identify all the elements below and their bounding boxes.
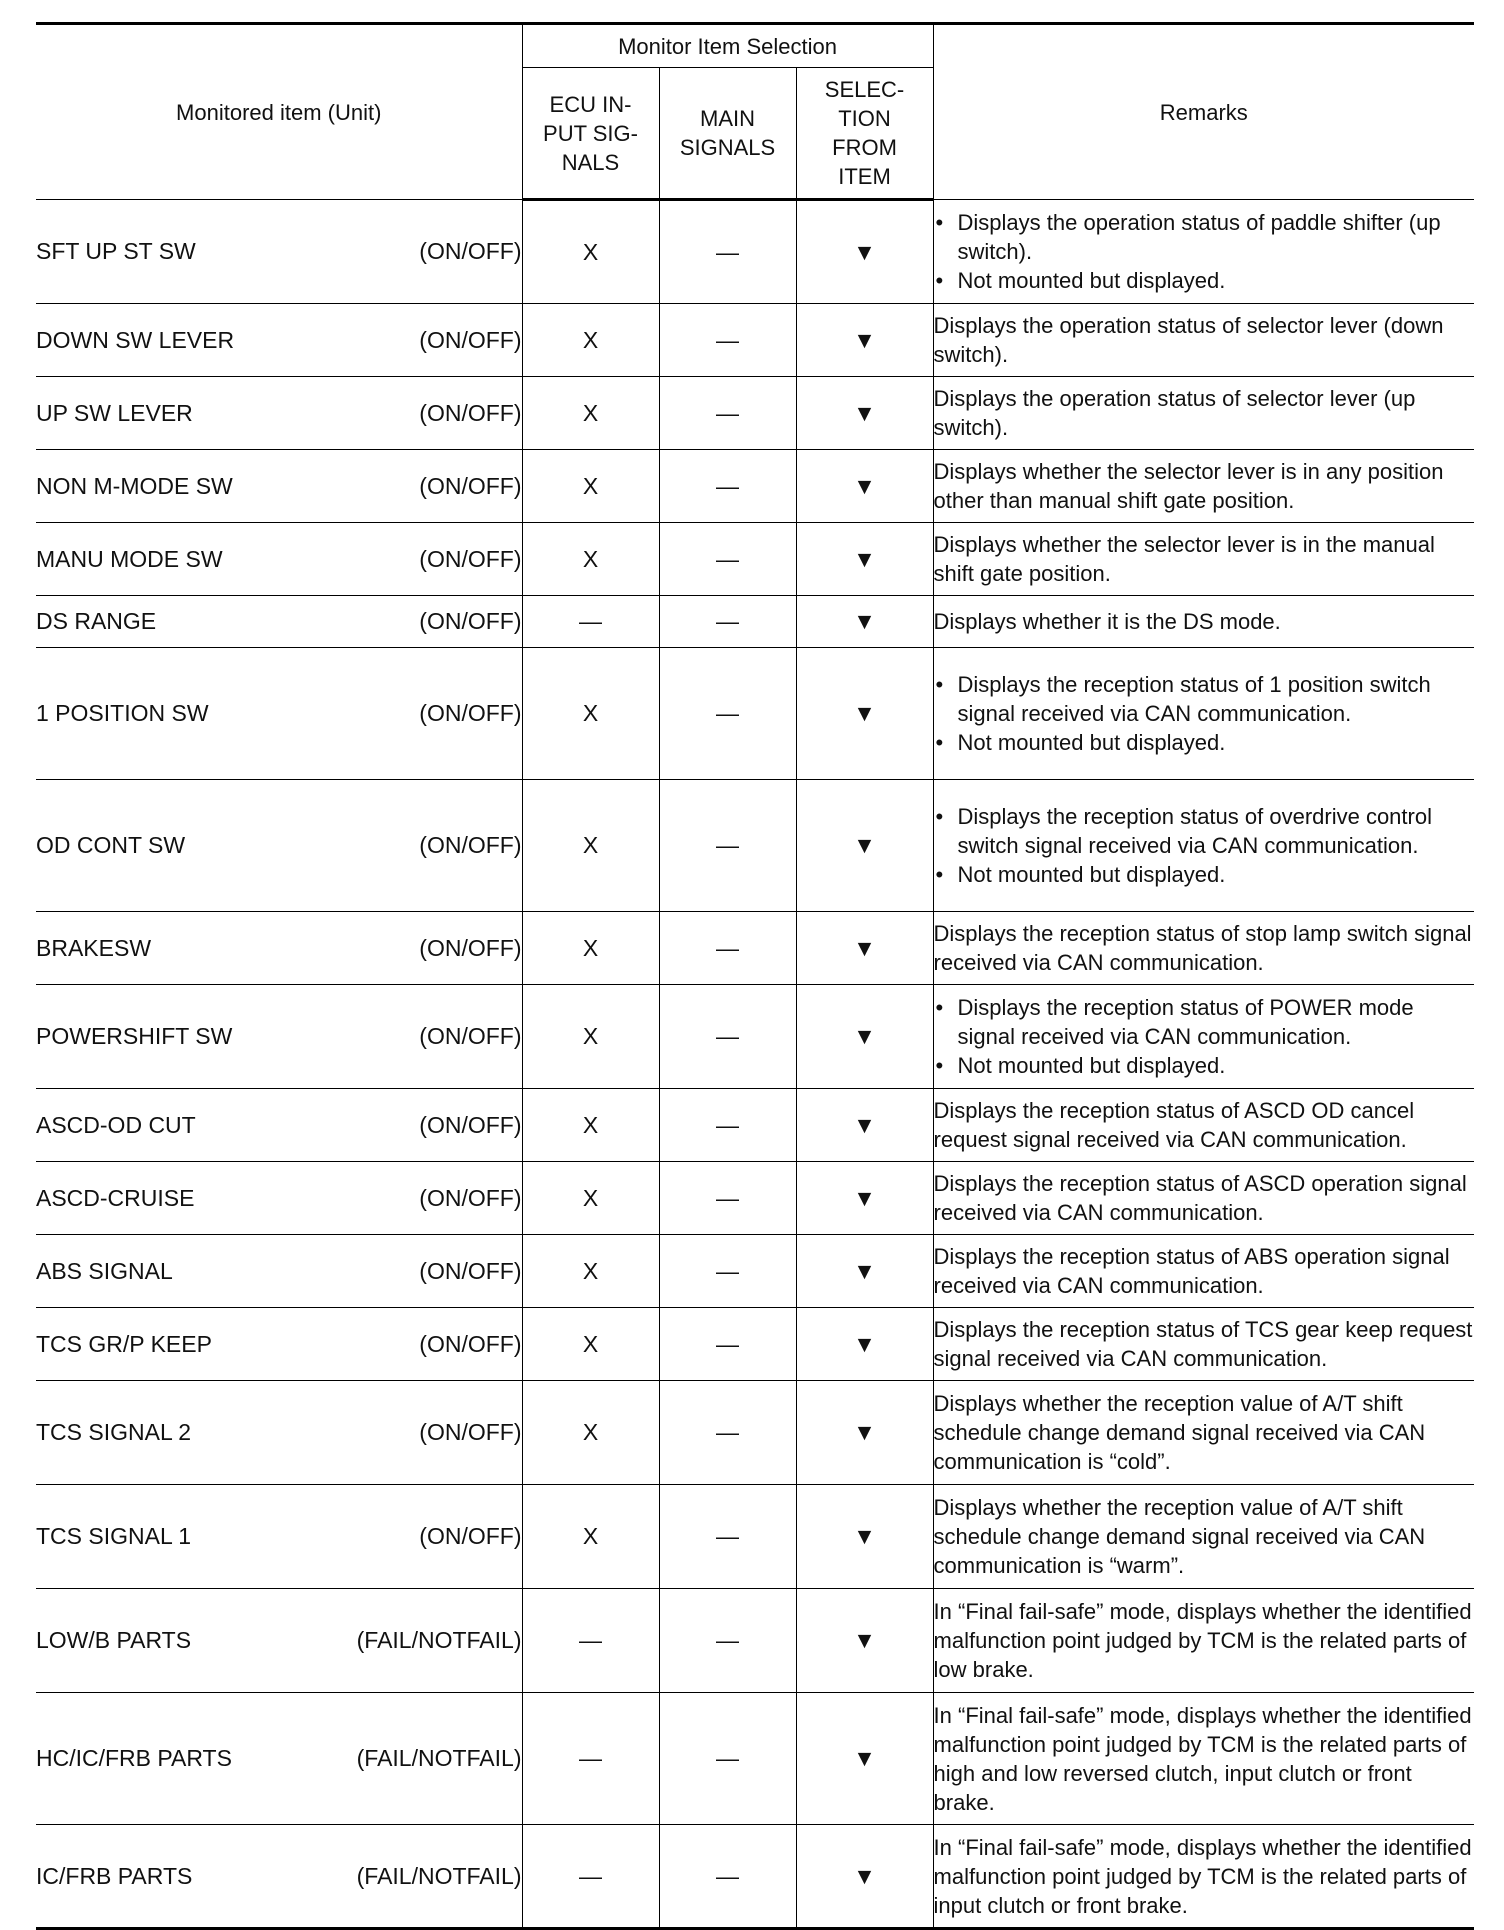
remarks-text: Displays whether the reception value of A/T shift schedule change demand signal received via CAN communication is “cold”. (933, 1391, 1426, 1474)
ecu-input-signals-cell: X (522, 377, 659, 450)
monitor-item-table (36, 22, 1474, 1930)
remarks-bullet-item: • Not mounted but displayed. (934, 266, 1475, 295)
selection-triangle-icon: ▼ (796, 648, 933, 780)
table-body (36, 200, 1474, 1929)
remarks-bullet-item: • Not mounted but displayed. (934, 860, 1475, 889)
table-header (36, 24, 1474, 200)
remarks-text: Displays the reception status of TCS gear keep request signal received via CAN communication. (933, 1317, 1473, 1371)
remarks-bullet-item: • Not mounted but displayed. (934, 728, 1475, 757)
ecu-input-signals-cell: X (522, 1308, 659, 1381)
main-signals-cell: — (659, 200, 796, 304)
remarks-cell (933, 985, 1474, 1089)
monitored-item-cell (36, 1089, 522, 1162)
header-monitor-item-selection: Monitor Item Selection (522, 24, 933, 68)
remarks-cell (933, 1089, 1474, 1162)
remarks-text: Displays whether it is the DS mode. (933, 609, 1281, 634)
remarks-text: In “Final fail-safe” mode, displays whether the identified malfunction point judged by TCM is the related parts of input clutch or front brake. (933, 1834, 1472, 1918)
header-remarks: Remarks (933, 24, 1474, 200)
table-row (36, 450, 1474, 523)
ecu-input-signals-cell: X (522, 523, 659, 596)
remarks-text: Displays whether the reception value of A/T shift schedule change demand signal received via CAN communication is “warm”. (933, 1495, 1426, 1578)
remarks-bullet-list (934, 208, 1475, 295)
monitored-item-cell (36, 1235, 522, 1308)
table-row (36, 1485, 1474, 1589)
table-row (36, 304, 1474, 377)
item-unit: (ON/OFF) (419, 832, 522, 858)
ecu-input-signals-cell: — (522, 596, 659, 648)
table-row (36, 985, 1474, 1089)
remarks-cell (933, 1235, 1474, 1308)
monitored-item-cell (36, 523, 522, 596)
item-name: TCS SIGNAL 2 (36, 1419, 192, 1445)
monitored-item-cell (36, 1381, 522, 1485)
selection-triangle-icon: ▼ (796, 377, 933, 450)
monitored-item-cell (36, 450, 522, 523)
remarks-text: Displays the reception status of ABS operation signal received via CAN communication. (933, 1244, 1450, 1298)
monitored-item-cell (36, 985, 522, 1089)
ecu-input-signals-cell: — (522, 1825, 659, 1929)
main-signals-cell: — (659, 596, 796, 648)
main-signals-cell: — (659, 648, 796, 780)
table-row (36, 1381, 1474, 1485)
remarks-text: Displays the reception status of ASCD operation signal received via CAN communication. (933, 1171, 1467, 1225)
ecu-input-signals-cell: X (522, 1485, 659, 1589)
monitored-item-cell (36, 377, 522, 450)
remarks-bullet-list (934, 993, 1475, 1080)
remarks-cell (933, 1693, 1474, 1825)
ecu-input-signals-cell: — (522, 1589, 659, 1693)
ecu-input-signals-cell: X (522, 985, 659, 1089)
table-row (36, 648, 1474, 780)
item-unit: (FAIL/NOTFAIL) (356, 1745, 522, 1771)
ecu-input-signals-cell: X (522, 1162, 659, 1235)
selection-triangle-icon: ▼ (796, 1693, 933, 1825)
ecu-input-signals-cell: X (522, 304, 659, 377)
item-name: IC/FRB PARTS (36, 1862, 193, 1889)
selection-triangle-icon: ▼ (796, 1485, 933, 1589)
remarks-cell (933, 450, 1474, 523)
monitored-item-cell (36, 1162, 522, 1235)
item-name: 1 POSITION SW (36, 700, 209, 726)
ecu-input-signals-cell: X (522, 450, 659, 523)
item-name: SFT UP ST SW (36, 238, 196, 264)
main-signals-cell: — (659, 912, 796, 985)
item-name: OD CONT SW (36, 832, 186, 858)
selection-triangle-icon: ▼ (796, 780, 933, 912)
ecu-input-signals-cell: X (522, 912, 659, 985)
table-row (36, 1693, 1474, 1825)
table-row (36, 596, 1474, 648)
remarks-cell (933, 200, 1474, 304)
main-signals-cell: — (659, 780, 796, 912)
remarks-bullet-item: • Displays the reception status of POWER mode signal received via CAN communication. (934, 993, 1475, 1051)
header-main-signals: MAIN SIGNALS (659, 68, 796, 200)
selection-triangle-icon: ▼ (796, 523, 933, 596)
remarks-cell (933, 377, 1474, 450)
remarks-cell (933, 1162, 1474, 1235)
item-unit: (ON/OFF) (419, 238, 522, 264)
remarks-cell (933, 1381, 1474, 1485)
main-signals-cell: — (659, 1825, 796, 1929)
item-unit: (ON/OFF) (419, 545, 522, 572)
monitored-item-cell (36, 912, 522, 985)
table-row (36, 1235, 1474, 1308)
selection-triangle-icon: ▼ (796, 1825, 933, 1929)
selection-triangle-icon: ▼ (796, 596, 933, 648)
item-unit: (FAIL/NOTFAIL) (356, 1627, 522, 1653)
item-name: ABS SIGNAL (36, 1257, 173, 1284)
ecu-input-signals-cell: X (522, 1089, 659, 1162)
selection-triangle-icon: ▼ (796, 1308, 933, 1381)
remarks-cell (933, 523, 1474, 596)
remarks-text: Displays the reception status of stop lamp switch signal received via CAN communication. (933, 921, 1472, 975)
remarks-cell (933, 780, 1474, 912)
item-name: TCS GR/P KEEP (36, 1330, 212, 1357)
item-unit: (ON/OFF) (419, 1184, 522, 1211)
monitored-item-cell (36, 1308, 522, 1381)
header-ecu-input-signals: ECU IN- PUT SIG- NALS (522, 68, 659, 200)
remarks-text: Displays the operation status of selector lever (down switch). (933, 313, 1444, 367)
selection-triangle-icon: ▼ (796, 200, 933, 304)
item-name: UP SW LEVER (36, 399, 193, 426)
table-row (36, 1089, 1474, 1162)
item-unit: (ON/OFF) (419, 399, 522, 426)
monitored-item-cell (36, 1485, 522, 1589)
remarks-text: In “Final fail-safe” mode, displays whether the identified malfunction point judged by TCM is the related parts of high and low reversed clutch, input clutch or front brake. (933, 1702, 1472, 1815)
selection-triangle-icon: ▼ (796, 1089, 933, 1162)
ecu-input-signals-cell: X (522, 648, 659, 780)
remarks-cell (933, 1589, 1474, 1693)
main-signals-cell: — (659, 523, 796, 596)
item-unit: (ON/OFF) (419, 608, 522, 634)
main-signals-cell: — (659, 985, 796, 1089)
item-unit: (FAIL/NOTFAIL) (356, 1862, 522, 1889)
main-signals-cell: — (659, 377, 796, 450)
table-row (36, 1162, 1474, 1235)
main-signals-cell: — (659, 1235, 796, 1308)
remarks-cell (933, 304, 1474, 377)
monitored-item-cell (36, 1825, 522, 1929)
main-signals-cell: — (659, 1162, 796, 1235)
selection-triangle-icon: ▼ (796, 1589, 933, 1693)
ecu-input-signals-cell: X (522, 1235, 659, 1308)
remarks-bullet-list (934, 802, 1475, 889)
ecu-input-signals-cell: X (522, 780, 659, 912)
monitored-item-cell (36, 1589, 522, 1693)
remarks-bullet-item: • Displays the reception status of 1 position switch signal received via CAN communication. (934, 670, 1475, 728)
main-signals-cell: — (659, 304, 796, 377)
item-unit: (ON/OFF) (419, 1419, 522, 1445)
ecu-input-signals-cell: — (522, 1693, 659, 1825)
item-name: POWERSHIFT SW (36, 1023, 233, 1049)
ecu-input-signals-cell: X (522, 200, 659, 304)
remarks-text: Displays the reception status of ASCD OD cancel request signal received via CAN communication. (933, 1098, 1415, 1152)
ecu-input-signals-cell: X (522, 1381, 659, 1485)
header-selection-from-item: SELEC- TION FROM ITEM (796, 68, 933, 200)
selection-triangle-icon: ▼ (796, 985, 933, 1089)
remarks-cell (933, 648, 1474, 780)
item-name: DOWN SW LEVER (36, 326, 235, 353)
main-signals-cell: — (659, 450, 796, 523)
remarks-text: In “Final fail-safe” mode, displays whether the identified malfunction point judged by TCM is the related parts of low brake. (933, 1599, 1472, 1682)
table-row (36, 1825, 1474, 1929)
remarks-text: Displays whether the selector lever is in the manual shift gate position. (933, 532, 1435, 586)
remarks-bullet-item: • Displays the reception status of overdrive control switch signal received via CAN communication. (934, 802, 1475, 860)
remarks-text: Displays the operation status of selector lever (up switch). (933, 386, 1416, 440)
item-unit: (ON/OFF) (419, 700, 522, 726)
monitored-item-cell (36, 780, 522, 912)
selection-triangle-icon: ▼ (796, 1162, 933, 1235)
table-row (36, 912, 1474, 985)
item-unit: (ON/OFF) (419, 326, 522, 353)
table-row (36, 377, 1474, 450)
item-name: ASCD-CRUISE (36, 1184, 195, 1211)
remarks-cell (933, 912, 1474, 985)
remarks-bullet-item: • Displays the operation status of paddle shifter (up switch). (934, 208, 1475, 266)
item-unit: (ON/OFF) (419, 1023, 522, 1049)
table-row (36, 1308, 1474, 1381)
selection-triangle-icon: ▼ (796, 450, 933, 523)
item-unit: (ON/OFF) (419, 1330, 522, 1357)
main-signals-cell: — (659, 1589, 796, 1693)
monitored-item-cell (36, 304, 522, 377)
main-signals-cell: — (659, 1381, 796, 1485)
item-name: DS RANGE (36, 608, 157, 634)
monitored-item-cell (36, 200, 522, 304)
monitored-item-cell (36, 1693, 522, 1825)
table-row (36, 200, 1474, 304)
remarks-cell (933, 596, 1474, 648)
remarks-text: Displays whether the selector lever is in any position other than manual shift gate position. (933, 459, 1444, 513)
item-name: HC/IC/FRB PARTS (36, 1745, 232, 1771)
header-monitored-item: Monitored item (Unit) (36, 24, 522, 200)
main-signals-cell: — (659, 1308, 796, 1381)
item-unit: (ON/OFF) (419, 472, 522, 499)
selection-triangle-icon: ▼ (796, 1381, 933, 1485)
item-name: BRAKESW (36, 934, 152, 961)
monitored-item-cell (36, 648, 522, 780)
main-signals-cell: — (659, 1485, 796, 1589)
selection-triangle-icon: ▼ (796, 304, 933, 377)
item-unit: (ON/OFF) (419, 934, 522, 961)
remarks-cell (933, 1825, 1474, 1929)
selection-triangle-icon: ▼ (796, 912, 933, 985)
item-unit: (ON/OFF) (419, 1523, 522, 1549)
item-name: MANU MODE SW (36, 545, 223, 572)
table-row (36, 1589, 1474, 1693)
main-signals-cell: — (659, 1693, 796, 1825)
remarks-cell (933, 1485, 1474, 1589)
monitored-item-cell (36, 596, 522, 648)
item-name: NON M-MODE SW (36, 472, 233, 499)
item-name: TCS SIGNAL 1 (36, 1523, 192, 1549)
item-name: LOW/B PARTS (36, 1627, 192, 1653)
selection-triangle-icon: ▼ (796, 1235, 933, 1308)
remarks-bullet-list (934, 670, 1475, 757)
item-unit: (ON/OFF) (419, 1257, 522, 1284)
table-row (36, 780, 1474, 912)
remarks-bullet-item: • Not mounted but displayed. (934, 1051, 1475, 1080)
remarks-cell (933, 1308, 1474, 1381)
table-row (36, 523, 1474, 596)
item-name: ASCD-OD CUT (36, 1111, 196, 1138)
item-unit: (ON/OFF) (419, 1111, 522, 1138)
main-signals-cell: — (659, 1089, 796, 1162)
